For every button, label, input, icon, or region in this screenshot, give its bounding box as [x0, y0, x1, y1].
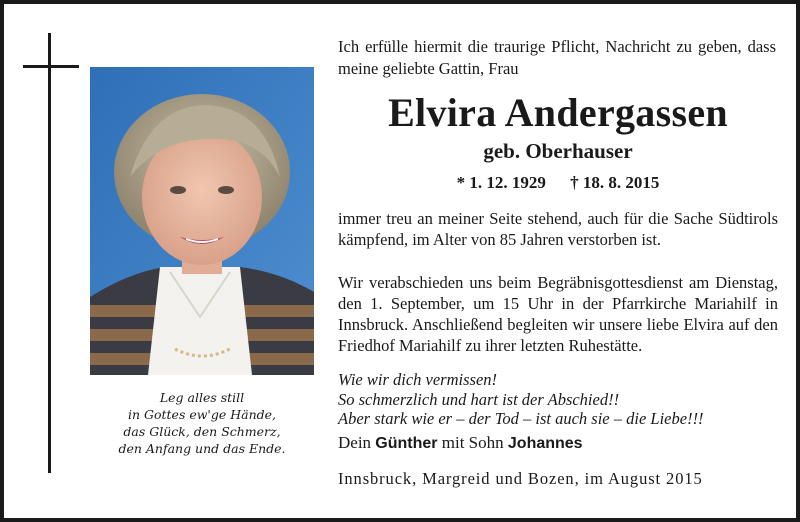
paragraph-funeral: Wir verabschieden uns beim Begräbnisgottesdienst am Dienstag, den 1. September, um 15 Uhr in der Pfarrkirche Mariahilf in Innsbruck. Anschließend begleiten wir unsere liebe Elvira auf den Friedhof Mariahilf zu ihrer letzten Ruhestätte.	[338, 273, 778, 355]
birth-date: * 1. 12. 1929	[456, 173, 546, 192]
signature-second-name: Johannes	[507, 435, 583, 452]
maiden-name: geb. Oberhauser	[483, 139, 633, 163]
quote	[338, 370, 788, 429]
poem-line: in Gottes ew'ge Hände,	[127, 407, 277, 422]
paragraph-life: immer treu an meiner Seite stehend, auch für die Sache Südtirols kämpfend, im Alter von 85 Jahren verstorben ist.	[338, 209, 778, 249]
quote-line: Wie wir dich vermissen!	[338, 370, 498, 389]
death-date: † 18. 8. 2015	[570, 173, 660, 192]
deceased-name: Elvira Andergassen	[388, 90, 728, 135]
quote-line: Aber stark wie er – der Tod – ist auch sie – die Liebe!!!	[338, 409, 704, 428]
place-date: Innsbruck, Margreid und Bozen, im August 2015	[338, 469, 703, 488]
cross-icon	[48, 33, 51, 473]
poem	[100, 389, 304, 457]
poem-line: den Anfang und das Ende.	[118, 441, 286, 456]
poem-line: Leg alles still	[159, 390, 245, 405]
signature-first-name: Günther	[375, 435, 438, 452]
cross-icon-bar	[23, 65, 79, 68]
quote-line: So schmerzlich und hart ist der Abschied!!	[338, 389, 620, 409]
portrait-photo	[90, 67, 314, 375]
signature-middle: mit Sohn	[441, 433, 504, 452]
life-dates	[338, 172, 778, 194]
intro-text: Ich erfülle hiermit die traurige Pflicht, Nachricht zu geben, dass meine geliebte Gattin, Frau	[338, 37, 776, 78]
signature	[338, 432, 583, 455]
poem-line: das Glück, den Schmerz,	[123, 424, 281, 439]
signature-prefix: Dein	[338, 433, 372, 452]
